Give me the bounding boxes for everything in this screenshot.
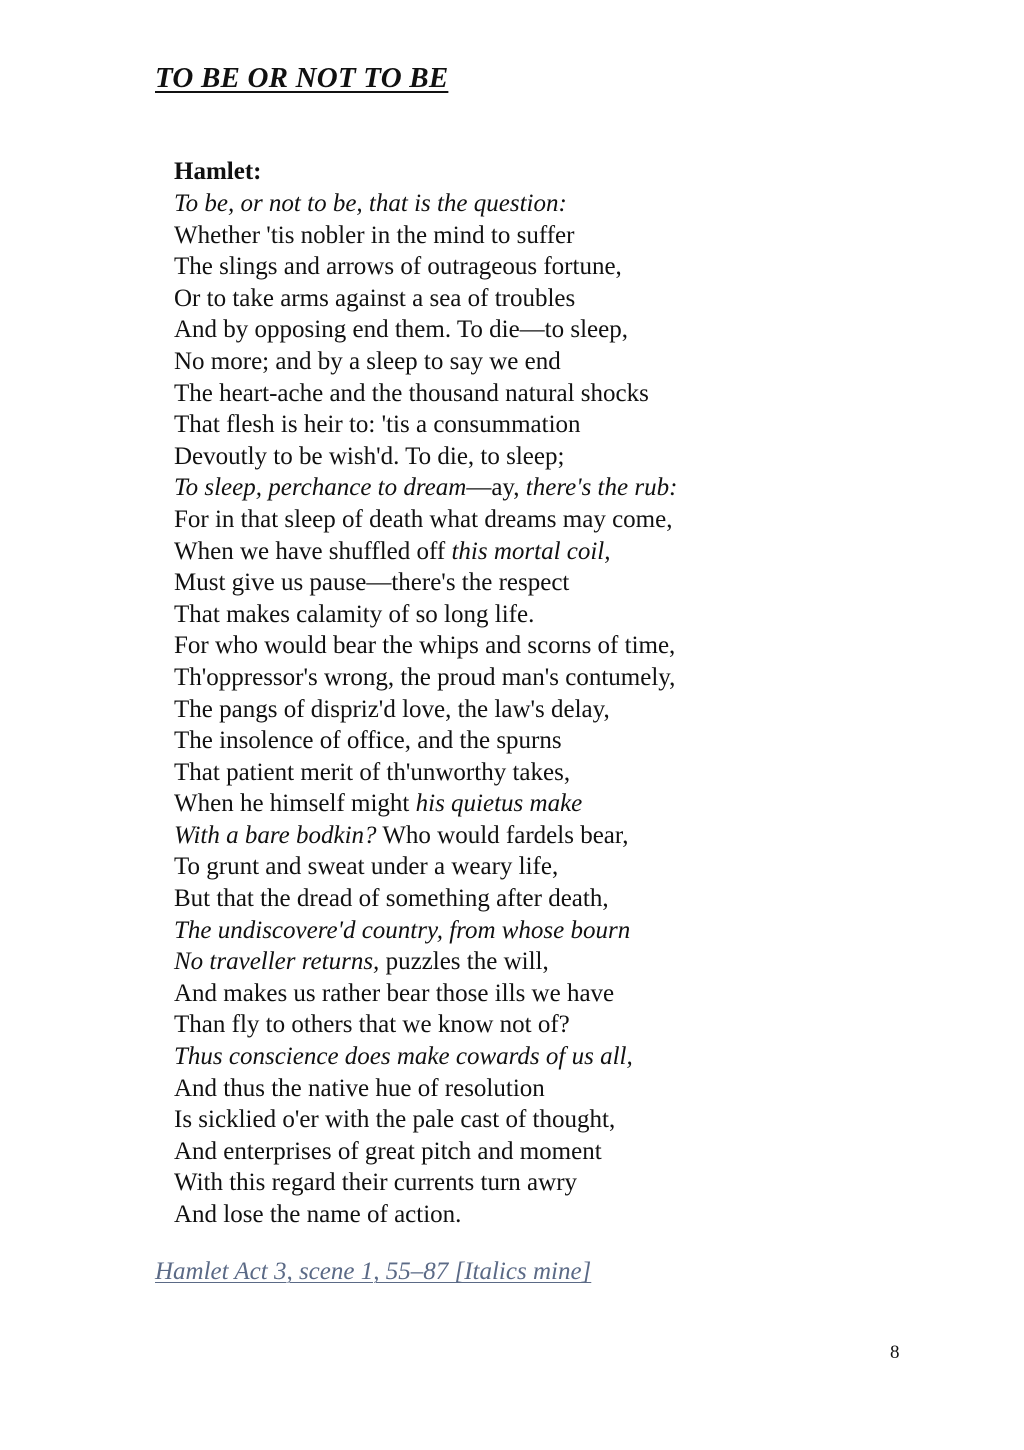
verse-line — [174, 1009, 874, 1041]
verse-line — [174, 188, 874, 220]
page-number: 8 — [890, 1342, 900, 1363]
verse-text: No more; and by a sleep to say we end — [174, 347, 561, 375]
verse-line — [174, 820, 874, 852]
verse-text: The heart-ache and the thousand natural shocks — [174, 379, 649, 407]
verse-text: The insolence of office, and the spurns — [174, 727, 562, 755]
verse-line — [174, 567, 874, 599]
verse-text: And thus the native hue of resolution — [174, 1074, 545, 1102]
verse-line — [174, 504, 874, 536]
verse-line — [174, 630, 874, 662]
verse-line — [174, 409, 874, 441]
verse-line — [174, 220, 874, 252]
verse-line — [174, 599, 874, 631]
verse-line — [174, 536, 874, 568]
verse-text: And lose the name of action. — [174, 1201, 462, 1228]
verse-text: That patient merit of th'unworthy takes, — [174, 758, 571, 786]
speaker-name: Hamlet: — [174, 158, 262, 185]
verse-text: And by opposing end them. To die—to sleep, — [174, 316, 628, 344]
verse-line — [174, 883, 874, 915]
page-title: TO BE OR NOT TO BE — [155, 62, 449, 94]
verse-line — [174, 378, 874, 410]
verse-text: But that the dread of something after death, — [174, 885, 609, 913]
verse-text: When we have shuffled off — [174, 537, 452, 565]
verse-line — [174, 946, 874, 978]
verse-line — [174, 1167, 874, 1199]
verse-text: That makes calamity of so long life. — [174, 600, 535, 628]
verse-line — [174, 346, 874, 378]
soliloquy-block — [174, 156, 874, 1231]
verse-line — [174, 1104, 874, 1136]
verse-text: Or to take arms against a sea of troubles — [174, 284, 576, 312]
verse-line — [174, 978, 874, 1010]
verse-line — [174, 283, 874, 315]
italic-phrase: With a bare bodkin? — [174, 821, 377, 849]
verse-text: The pangs of dispriz'd love, the law's delay, — [174, 695, 610, 723]
italic-phrase: To sleep, perchance to dream — [174, 474, 467, 502]
italic-phrase: To be, or not to be, that is the question: — [174, 190, 567, 217]
verse-text: With this regard their currents turn awry — [174, 1169, 578, 1197]
verse-text: Must give us pause—there's the respect — [174, 569, 570, 597]
verse-text: Who would fardels bear, — [376, 821, 629, 849]
verse-line — [174, 1199, 874, 1231]
verse-text: And enterprises of great pitch and moment — [174, 1137, 602, 1165]
verse-text: That flesh is heir to: 'tis a consummation — [174, 411, 581, 439]
verse-line — [174, 662, 874, 694]
verse-line — [174, 1073, 874, 1105]
italic-phrase: this mortal coil, — [451, 537, 611, 565]
italic-phrase: his quietus make — [415, 790, 583, 818]
italic-phrase: No traveller returns, — [174, 948, 380, 976]
citation-link[interactable]: Hamlet Act 3, scene 1, 55–87 [Italics mine] — [155, 1258, 592, 1285]
verse-text: For in that sleep of death what dreams may come, — [174, 505, 673, 533]
verse-text: The slings and arrows of outrageous fortune, — [174, 253, 622, 281]
verse-text: To grunt and sweat under a weary life, — [174, 853, 559, 881]
verse-line — [174, 251, 874, 283]
verse-text: And makes us rather bear those ills we have — [174, 979, 615, 1007]
verse-line — [174, 725, 874, 757]
verse-line — [174, 441, 874, 473]
italic-phrase: The undiscovere'd country, from whose bourn — [174, 916, 631, 944]
italic-phrase: there's the rub: — [525, 474, 678, 502]
verse-line — [174, 694, 874, 726]
verse-text: For who would bear the whips and scorns of time, — [174, 632, 676, 660]
verse-text: puzzles the will, — [379, 948, 549, 976]
verse-line — [174, 788, 874, 820]
verse-text: Devoutly to be wish'd. To die, to sleep; — [174, 442, 565, 470]
verse-text: Than fly to others that we know not of? — [174, 1011, 570, 1039]
verse-line — [174, 314, 874, 346]
verse-text: —ay, — [466, 474, 526, 502]
italic-phrase: Thus conscience does make cowards of us all, — [174, 1043, 633, 1071]
verse-line — [174, 757, 874, 789]
verse-text: Th'oppressor's wrong, the proud man's contumely, — [174, 663, 676, 691]
verse-text: Is sicklied o'er with the pale cast of thought, — [174, 1106, 616, 1134]
verse-line — [174, 851, 874, 883]
verse-text: When he himself might — [174, 790, 416, 818]
verse-lines — [174, 188, 874, 1231]
verse-line — [174, 1041, 874, 1073]
verse-line — [174, 472, 874, 504]
verse-text: Whether 'tis nobler in the mind to suffer — [174, 221, 575, 249]
verse-line — [174, 915, 874, 947]
verse-line — [174, 1136, 874, 1168]
